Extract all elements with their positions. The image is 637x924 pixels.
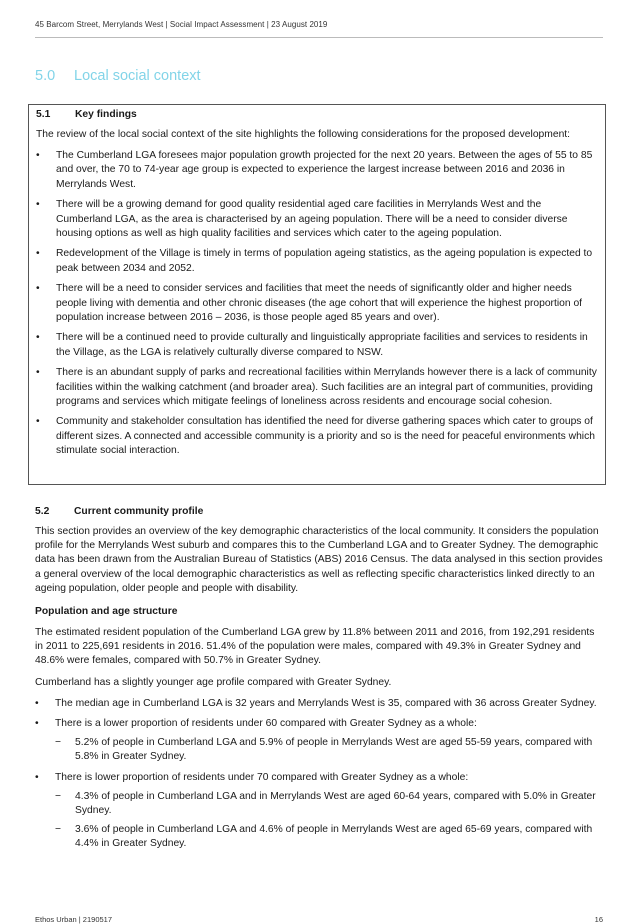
running-header: 45 Barcom Street, Merrylands West | Social Impact Assessment | 23 August 2019: [35, 20, 328, 29]
section-number: 5.2: [35, 506, 50, 517]
dash-icon: −: [55, 737, 62, 749]
page-footer: [35, 915, 603, 924]
footer-left: Ethos Urban | 2190517: [35, 915, 113, 924]
bullet-text: There is a lower proportion of residents under 60 compared with Greater Sydney as a whole:: [55, 718, 477, 730]
sub-list-item: [55, 790, 605, 818]
list-item: [36, 282, 597, 325]
key-findings-intro: The review of the local social context of the site highlights the following considerations for the proposed development:: [36, 129, 571, 140]
list-item: [35, 771, 605, 852]
bullet-icon: •: [36, 150, 40, 162]
bullet-icon: •: [36, 332, 40, 344]
key-findings-list: [36, 149, 597, 458]
bullet-icon: •: [36, 283, 40, 295]
age-structure-list: [35, 697, 605, 852]
chapter-title: Local social context: [74, 68, 201, 84]
list-item: [36, 149, 597, 192]
bullet-text: The Cumberland LGA foresees major population growth projected for the next 20 years. Between the ages of 55 to 85 and over, the 70 to 74-year age group is expected to experience the largest increase between 2016 and 2036 in Merrylands West.: [56, 150, 593, 190]
list-item: [36, 331, 597, 359]
community-profile-heading: [35, 505, 605, 519]
sub-list: [55, 736, 605, 764]
list-item: [35, 697, 605, 711]
bullet-icon: •: [35, 771, 39, 783]
community-profile-section: [35, 505, 605, 857]
list-item: [35, 717, 605, 765]
dash-icon: −: [55, 824, 62, 836]
bullet-icon: •: [36, 367, 40, 379]
section-number: 5.1: [36, 109, 51, 120]
bullet-text: Community and stakeholder consultation has identified the need for diverse gathering spaces which cater to groups of different sizes. A connected and accessible community is a priority and so is the need for peaceful environments which stimulate social interaction.: [56, 416, 595, 456]
bullet-text: There will be a need to consider services and facilities that meet the needs of significantly older and higher needs people living with dementia and other chronic diseases (the age cohort that will experience the highest proportion of population increase between 2016 – 2036, is those people aged 85 years and over).: [56, 283, 583, 323]
bullet-icon: •: [36, 199, 40, 211]
chapter-heading: [35, 68, 201, 84]
bullet-icon: •: [36, 248, 40, 260]
page-number: 16: [594, 915, 603, 924]
sub-bullet-text: 4.3% of people in Cumberland LGA and in Merrylands West are aged 60-64 years, compared with 5.0% in Greater Sydney.: [75, 790, 596, 817]
chapter-number: 5.0: [35, 68, 56, 84]
bullet-text: The median age in Cumberland LGA is 32 years and Merrylands West is 35, compared with 36 across Greater Sydney.: [55, 697, 597, 709]
bullet-text: There will be a growing demand for good quality residential aged care facilities in Merrylands West and the Cumberland LGA, as the area is characterised by an ageing population. There will be a need to consider diverse housing options as well as high quality facilities and services which cater to the ageing population.: [56, 199, 568, 239]
bullet-text: There is an abundant supply of parks and recreational facilities within Merrylands however there is a lack of community facilities within the walking catchment (and broader area). Such facilities are an integral part of communities, providing programs and services which mitigate feelings of loneliness across residents and encourage social cohesion.: [56, 367, 597, 407]
bullet-text: There will be a continued need to provide culturally and linguistically appropriate facilities and services to residents in the Village, as the LGA is relatively culturally diverse compared to NSW.: [56, 332, 588, 358]
population-paragraph: The estimated resident population of the Cumberland LGA grew by 11.8% between 2011 and 2016, from 192,291 residents in 2011 to 225,691 residents in 2016. 51.4% of the population were males, compared with 49.3% in Greater Sydney and 48.6% were females, compared with 50.7% in Greater Sydney.: [35, 627, 595, 667]
bullet-text: Redevelopment of the Village is timely in terms of population ageing statistics, as the ageing population is expected to peak between 2034 and 2052.: [56, 248, 593, 274]
list-item: [36, 366, 597, 409]
header-divider: [35, 37, 603, 38]
bullet-icon: •: [35, 697, 39, 709]
sub-bullet-text: 3.6% of people in Cumberland LGA and 4.6% of people in Merrylands West are aged 65-69 years, compared with 4.4% in Greater Sydney.: [75, 824, 593, 850]
population-subheading: Population and age structure: [35, 606, 178, 618]
list-item: [36, 247, 597, 275]
sub-list-item: [55, 736, 605, 764]
section-title: Key findings: [75, 109, 137, 120]
list-item: [36, 198, 597, 241]
section-title: Current community profile: [74, 506, 204, 517]
sub-list: [55, 790, 605, 852]
key-findings-box: [28, 104, 606, 485]
key-findings-heading: [36, 108, 597, 122]
sub-bullet-text: 5.2% of people in Cumberland LGA and 5.9% of people in Merrylands West are aged 55-59 years, compared with 5.8% in Greater Sydney.: [75, 737, 593, 763]
community-profile-intro: This section provides an overview of the key demographic characteristics of the local community. It considers the population profile for the Merrylands West suburb and compares this to the Cumberland LGA and to Greater Sydney. The demographic data has been drawn from the Australian Bureau of Statistics (ABS) 2016 Census. The data analysed in this section provides a general overview of the local demographic characteristics as well as reflecting specific characteristics linked directly to an ageing population, older people and people with disability.: [35, 526, 603, 594]
age-profile-paragraph: Cumberland has a slightly younger age profile compared with Greater Sydney.: [35, 676, 392, 688]
list-item: [36, 415, 597, 458]
sub-list-item: [55, 823, 605, 851]
bullet-text: There is lower proportion of residents under 70 compared with Greater Sydney as a whole:: [55, 771, 469, 783]
bullet-icon: •: [36, 416, 40, 428]
bullet-icon: •: [35, 718, 39, 730]
dash-icon: −: [55, 790, 62, 802]
